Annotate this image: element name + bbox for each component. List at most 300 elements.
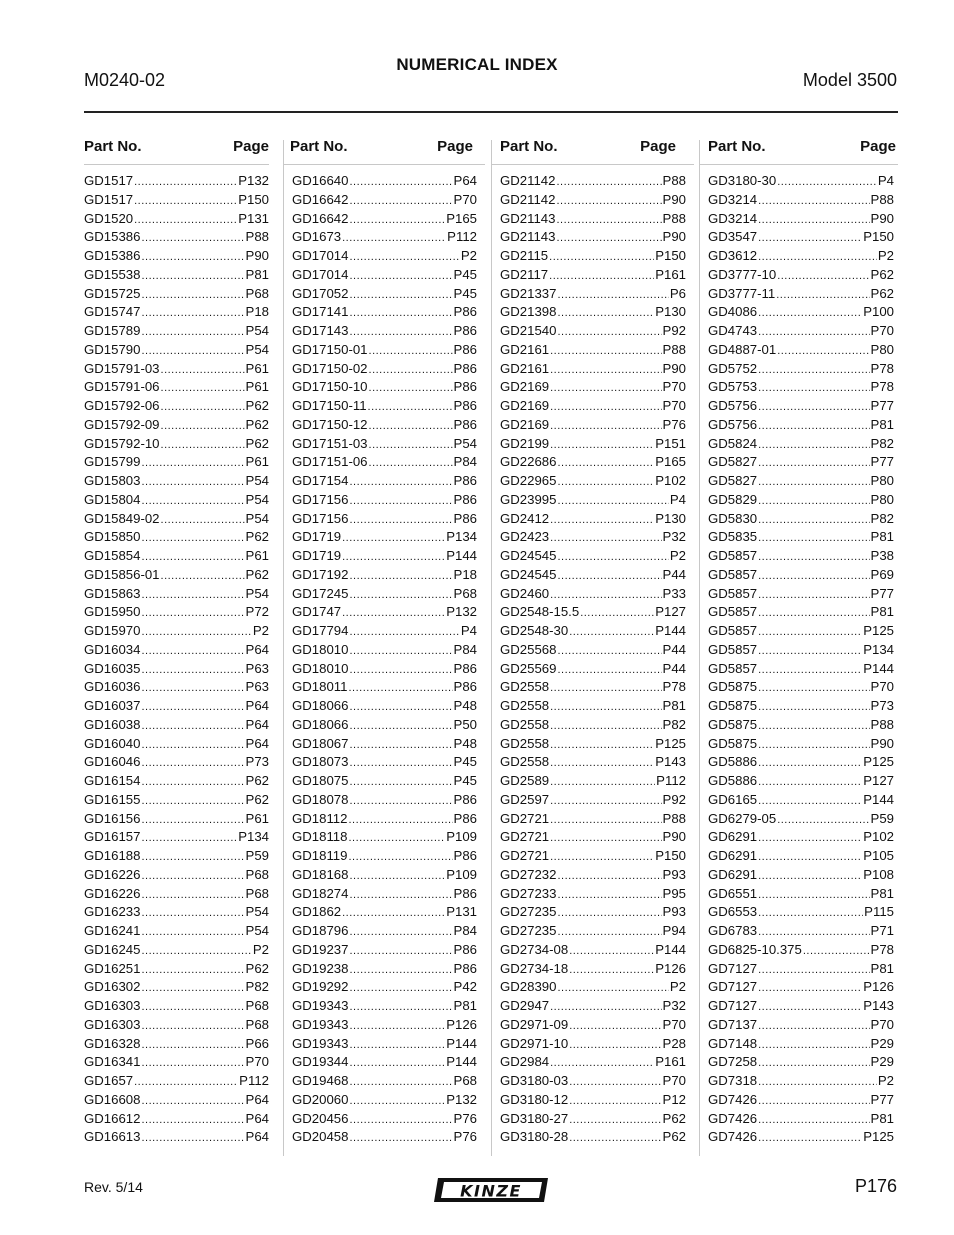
index-entry	[708, 510, 894, 529]
dot-leader	[557, 473, 654, 492]
page-reference: P61	[245, 454, 269, 470]
index-entry	[292, 810, 477, 829]
index-entry	[500, 247, 686, 266]
index-entry	[500, 416, 686, 435]
part-number: GD25568	[500, 641, 557, 657]
column-header-rule	[84, 164, 269, 165]
page-reference: P88	[662, 341, 686, 357]
part-number: GD28390	[500, 979, 557, 995]
page-reference: P88	[662, 173, 686, 188]
page-reference: P127	[863, 773, 894, 788]
part-number: GD5875	[708, 698, 758, 713]
index-entry	[708, 903, 894, 922]
part-no-heading: Part No.	[708, 138, 766, 155]
page-reference: P86	[453, 304, 477, 320]
page-reference: P2	[669, 979, 686, 995]
dot-leader	[550, 998, 661, 1017]
page-reference: P78	[870, 941, 894, 957]
index-entry	[708, 735, 894, 754]
index-entry	[292, 903, 477, 922]
column-header	[708, 136, 894, 162]
index-entries	[84, 172, 269, 1147]
page-reference: P144	[655, 623, 686, 638]
index-entry	[500, 997, 686, 1016]
page-reference: P70	[870, 323, 894, 338]
page-reference: P54	[245, 585, 269, 601]
index-entry	[708, 322, 894, 341]
dot-leader	[758, 604, 869, 623]
index-entry	[292, 641, 477, 660]
page-reference: P93	[662, 904, 686, 920]
part-number: GD2721	[500, 829, 550, 845]
column-divider	[491, 140, 492, 1156]
page-reference: P76	[662, 416, 686, 432]
page-reference: P77	[870, 1091, 894, 1107]
part-number: GD5886	[708, 754, 758, 770]
dot-leader	[349, 267, 452, 286]
page-reference: P64	[245, 698, 269, 713]
page-reference: P78	[870, 360, 894, 376]
part-number: GD21143	[500, 210, 556, 226]
part-number: GD5753	[708, 379, 758, 395]
page-reference: P80	[870, 491, 894, 507]
page-reference: P165	[655, 454, 686, 470]
dot-leader	[349, 886, 452, 905]
part-number: GD16036	[84, 679, 141, 695]
part-number: GD7127	[708, 960, 758, 976]
part-number: GD2169	[500, 379, 550, 395]
page-reference: P130	[655, 304, 686, 320]
page-reference: P93	[662, 866, 686, 882]
dot-leader	[550, 848, 654, 867]
page-reference: P112	[239, 1073, 269, 1088]
index-entry	[292, 603, 477, 622]
index-entry	[500, 303, 686, 322]
page-reference: P81	[662, 698, 686, 713]
part-number: GD6291	[708, 848, 758, 863]
index-entry	[84, 791, 269, 810]
index-column-2	[290, 136, 477, 1145]
page-reference: P92	[662, 323, 686, 338]
part-number: GD25569	[500, 660, 557, 676]
dot-leader	[342, 529, 445, 548]
page-reference: P44	[662, 641, 686, 657]
page-reference: P63	[245, 679, 269, 695]
part-number: GD17150-11	[292, 398, 367, 413]
index-entry	[292, 528, 477, 547]
index-entry	[500, 716, 686, 735]
page-reference: P86	[453, 791, 477, 807]
dot-leader	[758, 586, 869, 605]
part-number: GD20458	[292, 1129, 349, 1145]
part-number: GD15850	[84, 529, 141, 545]
dot-leader	[557, 979, 668, 998]
page-reference: P112	[447, 229, 477, 245]
page-reference: P115	[864, 904, 894, 920]
dot-leader	[758, 229, 862, 248]
part-number: GD21337	[500, 285, 557, 301]
dot-leader	[141, 304, 244, 323]
dot-leader	[758, 848, 862, 867]
page-reference: P70	[870, 679, 894, 695]
index-entry	[500, 603, 686, 622]
part-number: GD18075	[292, 773, 349, 788]
page-reference: P86	[453, 660, 477, 676]
part-number: GD15725	[84, 285, 141, 301]
index-entry	[500, 641, 686, 660]
dot-leader	[349, 1129, 452, 1148]
part-number: GD6551	[708, 885, 758, 901]
part-number: GD16642	[292, 191, 349, 207]
page-reference: P54	[453, 435, 477, 451]
index-entry	[500, 1072, 686, 1091]
dot-leader	[161, 417, 245, 436]
index-entry	[292, 566, 477, 585]
dot-leader	[141, 773, 244, 792]
dot-leader	[141, 586, 244, 605]
dot-leader	[758, 773, 862, 792]
part-number: GD15790	[84, 341, 141, 357]
dot-leader	[557, 323, 661, 342]
page-reference: P50	[453, 716, 477, 732]
part-number: GD19343	[292, 1016, 349, 1032]
dot-leader	[550, 717, 661, 736]
dot-leader	[342, 904, 445, 923]
index-entry	[84, 660, 269, 679]
index-entry	[84, 341, 269, 360]
page-reference: P102	[863, 829, 894, 845]
dot-leader	[349, 867, 445, 886]
index-entry	[292, 285, 477, 304]
part-number: GD5756	[708, 416, 758, 432]
dot-leader	[161, 511, 245, 530]
page-reference: P95	[662, 885, 686, 901]
dot-leader	[349, 979, 452, 998]
page-reference: P84	[453, 641, 477, 657]
dot-leader	[141, 736, 244, 755]
dot-leader	[141, 229, 244, 248]
index-entry	[500, 360, 686, 379]
page-reference: P86	[453, 848, 477, 863]
index-entry	[500, 397, 686, 416]
page-reference: P76	[453, 1129, 477, 1145]
index-entry	[500, 697, 686, 716]
dot-leader	[803, 942, 870, 961]
page-reference: P112	[656, 773, 686, 788]
page-reference: P64	[245, 641, 269, 657]
index-entry	[500, 622, 686, 641]
page-reference: P126	[655, 960, 686, 976]
page-reference: P90	[662, 829, 686, 845]
page-reference: P86	[453, 810, 477, 826]
part-number: GD17150-12	[292, 416, 368, 432]
page-reference: P61	[245, 548, 269, 563]
part-number: GD7148	[708, 1035, 758, 1051]
part-number: GD2460	[500, 585, 550, 601]
dot-leader	[758, 698, 869, 717]
page-heading: Page	[437, 138, 473, 155]
dot-leader	[557, 904, 661, 923]
part-number: GD19238	[292, 960, 349, 976]
part-number: GD5857	[708, 566, 758, 582]
index-column-3	[500, 136, 686, 1145]
dot-leader	[349, 567, 452, 586]
index-entry	[292, 1035, 477, 1054]
page-reference: P125	[863, 623, 894, 638]
part-number: GD5875	[708, 679, 758, 695]
page-reference: P131	[238, 210, 269, 226]
page-reference: P86	[453, 360, 477, 376]
part-number: GD7137	[708, 1016, 758, 1032]
index-entry	[500, 791, 686, 810]
page-reference: P108	[863, 866, 894, 882]
index-entry	[500, 1016, 686, 1035]
part-number: GD17150-10	[292, 379, 368, 395]
index-entry	[84, 810, 269, 829]
dot-leader	[349, 304, 452, 323]
dot-leader	[550, 1054, 654, 1073]
part-number: GD1517	[84, 191, 134, 207]
page-reference: P64	[245, 716, 269, 732]
dot-leader	[550, 773, 655, 792]
page-reference: P62	[870, 266, 894, 282]
page-reference: P77	[870, 398, 894, 413]
part-number: GD2558	[500, 679, 550, 695]
page-reference: P62	[245, 773, 269, 788]
index-entry	[500, 453, 686, 472]
page-reference: P70	[662, 398, 686, 413]
dot-leader	[569, 1092, 661, 1111]
index-entry	[500, 941, 686, 960]
index-entry	[292, 753, 477, 772]
page-reference: P28	[662, 1035, 686, 1051]
index-entry	[708, 472, 894, 491]
page-reference: P54	[245, 510, 269, 526]
part-number: GD5835	[708, 529, 758, 545]
part-number: GD18066	[292, 698, 349, 713]
part-number: GD17151-06	[292, 454, 368, 470]
part-number: GD6783	[708, 923, 758, 938]
index-entry	[708, 603, 894, 622]
page-reference: P73	[245, 754, 269, 770]
part-number: GD17156	[292, 510, 349, 526]
part-number: GD20060	[292, 1091, 349, 1107]
index-entry	[708, 266, 894, 285]
part-number: GD18073	[292, 754, 349, 770]
part-number: GD3547	[708, 229, 758, 245]
index-entry	[292, 716, 477, 735]
index-entry	[292, 435, 477, 454]
dot-leader	[349, 961, 452, 980]
dot-leader	[141, 961, 244, 980]
page-reference: P68	[245, 285, 269, 301]
page-reference: P81	[870, 1110, 894, 1126]
index-entry	[500, 210, 686, 229]
part-number: GD18078	[292, 791, 349, 807]
dot-leader	[141, 267, 244, 286]
page-reference: P62	[245, 529, 269, 545]
dot-leader	[349, 736, 452, 755]
column-divider	[283, 140, 284, 1156]
part-number: GD2548-30	[500, 623, 569, 638]
dot-leader	[758, 398, 869, 417]
dot-leader	[134, 1073, 238, 1092]
dot-leader	[134, 173, 237, 192]
page-reference: P86	[453, 941, 477, 957]
index-entry	[292, 397, 477, 416]
part-number: GD21142	[500, 173, 556, 188]
page-reference: P86	[453, 885, 477, 901]
part-number: GD15789	[84, 323, 141, 338]
index-entry	[500, 828, 686, 847]
index-entry	[84, 1128, 269, 1147]
part-number: GD3180-28	[500, 1129, 569, 1145]
page-reference: P32	[662, 529, 686, 545]
part-number: GD15804	[84, 491, 141, 507]
dot-leader	[161, 567, 245, 586]
dot-leader	[556, 173, 661, 192]
index-entry	[500, 472, 686, 491]
part-number: GD1719	[292, 548, 342, 563]
page-reference: P54	[245, 923, 269, 938]
page-reference: P4	[877, 173, 894, 188]
page-reference: P54	[245, 904, 269, 920]
index-entry	[500, 510, 686, 529]
dot-leader	[349, 1092, 445, 1111]
dot-leader	[349, 698, 452, 717]
page-reference: P54	[245, 341, 269, 357]
dot-leader	[141, 792, 244, 811]
index-entry	[292, 735, 477, 754]
page-reference: P125	[863, 754, 894, 770]
dot-leader	[758, 679, 869, 698]
dot-leader	[557, 548, 668, 567]
part-number: GD15950	[84, 604, 141, 620]
part-number: GD1719	[292, 529, 342, 545]
page-reference: P86	[453, 679, 477, 695]
index-entry	[84, 697, 269, 716]
index-entry	[84, 435, 269, 454]
dot-leader	[758, 661, 862, 680]
part-number: GD15803	[84, 473, 141, 488]
index-entry	[84, 866, 269, 885]
part-number: GD2558	[500, 716, 550, 732]
index-entry	[292, 828, 477, 847]
page-reference: P32	[662, 998, 686, 1013]
page-reference: P45	[453, 285, 477, 301]
page-reference: P94	[662, 923, 686, 938]
page-reference: P62	[245, 791, 269, 807]
page-reference: P86	[453, 416, 477, 432]
dot-leader	[349, 173, 452, 192]
column-header-rule	[492, 164, 694, 165]
index-entry	[292, 1091, 477, 1110]
dot-leader	[368, 398, 453, 417]
index-entry	[708, 172, 894, 191]
part-number: GD2117	[500, 266, 549, 282]
dot-leader	[758, 923, 869, 942]
dot-leader	[349, 942, 452, 961]
page-reference: P69	[870, 566, 894, 582]
index-entry	[500, 1128, 686, 1147]
dot-leader	[758, 304, 862, 323]
page-reference: P125	[655, 735, 686, 751]
page-heading: Page	[233, 138, 269, 155]
index-entry	[500, 903, 686, 922]
index-entry	[292, 266, 477, 285]
index-entry	[292, 697, 477, 716]
index-entry	[292, 1072, 477, 1091]
page-reference: P90	[870, 735, 894, 751]
part-number: GD3214	[708, 191, 758, 207]
page-reference: P12	[662, 1091, 686, 1107]
page-reference: P109	[446, 829, 477, 845]
index-entry	[708, 1016, 894, 1035]
part-number: GD2589	[500, 773, 550, 788]
index-entry	[84, 360, 269, 379]
dot-leader	[342, 604, 445, 623]
index-entry	[500, 1053, 686, 1072]
part-number: GD7426	[708, 1110, 758, 1126]
dot-leader	[141, 829, 237, 848]
part-number: GD1747	[292, 604, 342, 620]
index-entry	[708, 303, 894, 322]
part-number: GD16226	[84, 885, 141, 901]
part-number: GD15856-01	[84, 566, 160, 582]
dot-leader	[569, 1017, 661, 1036]
part-number: GD16341	[84, 1054, 141, 1070]
part-number: GD15791-06	[84, 379, 160, 395]
index-entry	[708, 566, 894, 585]
dot-leader	[141, 623, 251, 642]
page-reference: P64	[453, 173, 477, 188]
part-number: GD2423	[500, 529, 550, 545]
page-reference: P54	[245, 491, 269, 507]
dot-leader	[758, 886, 869, 905]
dot-leader	[557, 304, 654, 323]
page-reference: P134	[238, 829, 269, 845]
page-reference: P90	[662, 360, 686, 376]
index-entry	[84, 735, 269, 754]
index-entry	[708, 810, 894, 829]
index-entry	[708, 1128, 894, 1147]
page-reference: P62	[245, 960, 269, 976]
header-rule	[84, 111, 898, 113]
page-reference: P64	[245, 1110, 269, 1126]
part-number: GD2548-15.5	[500, 604, 580, 620]
index-entry	[500, 191, 686, 210]
index-entry	[708, 978, 894, 997]
page-reference: P150	[863, 229, 894, 245]
dot-leader	[569, 623, 654, 642]
index-entry	[84, 1035, 269, 1054]
part-number: GD2734-18	[500, 960, 569, 976]
index-entry	[292, 378, 477, 397]
dot-leader	[758, 529, 869, 548]
part-no-heading: Part No.	[500, 138, 558, 155]
part-number: GD16303	[84, 1016, 141, 1032]
dot-leader	[758, 192, 869, 211]
index-entry	[292, 622, 477, 641]
dot-leader	[349, 1036, 445, 1055]
dot-leader	[557, 454, 654, 473]
index-entry	[292, 303, 477, 322]
part-number: GD21143	[500, 229, 556, 245]
page-reference: P61	[245, 379, 269, 395]
dot-leader	[550, 436, 654, 455]
dot-leader	[758, 361, 869, 380]
dot-leader	[349, 792, 452, 811]
